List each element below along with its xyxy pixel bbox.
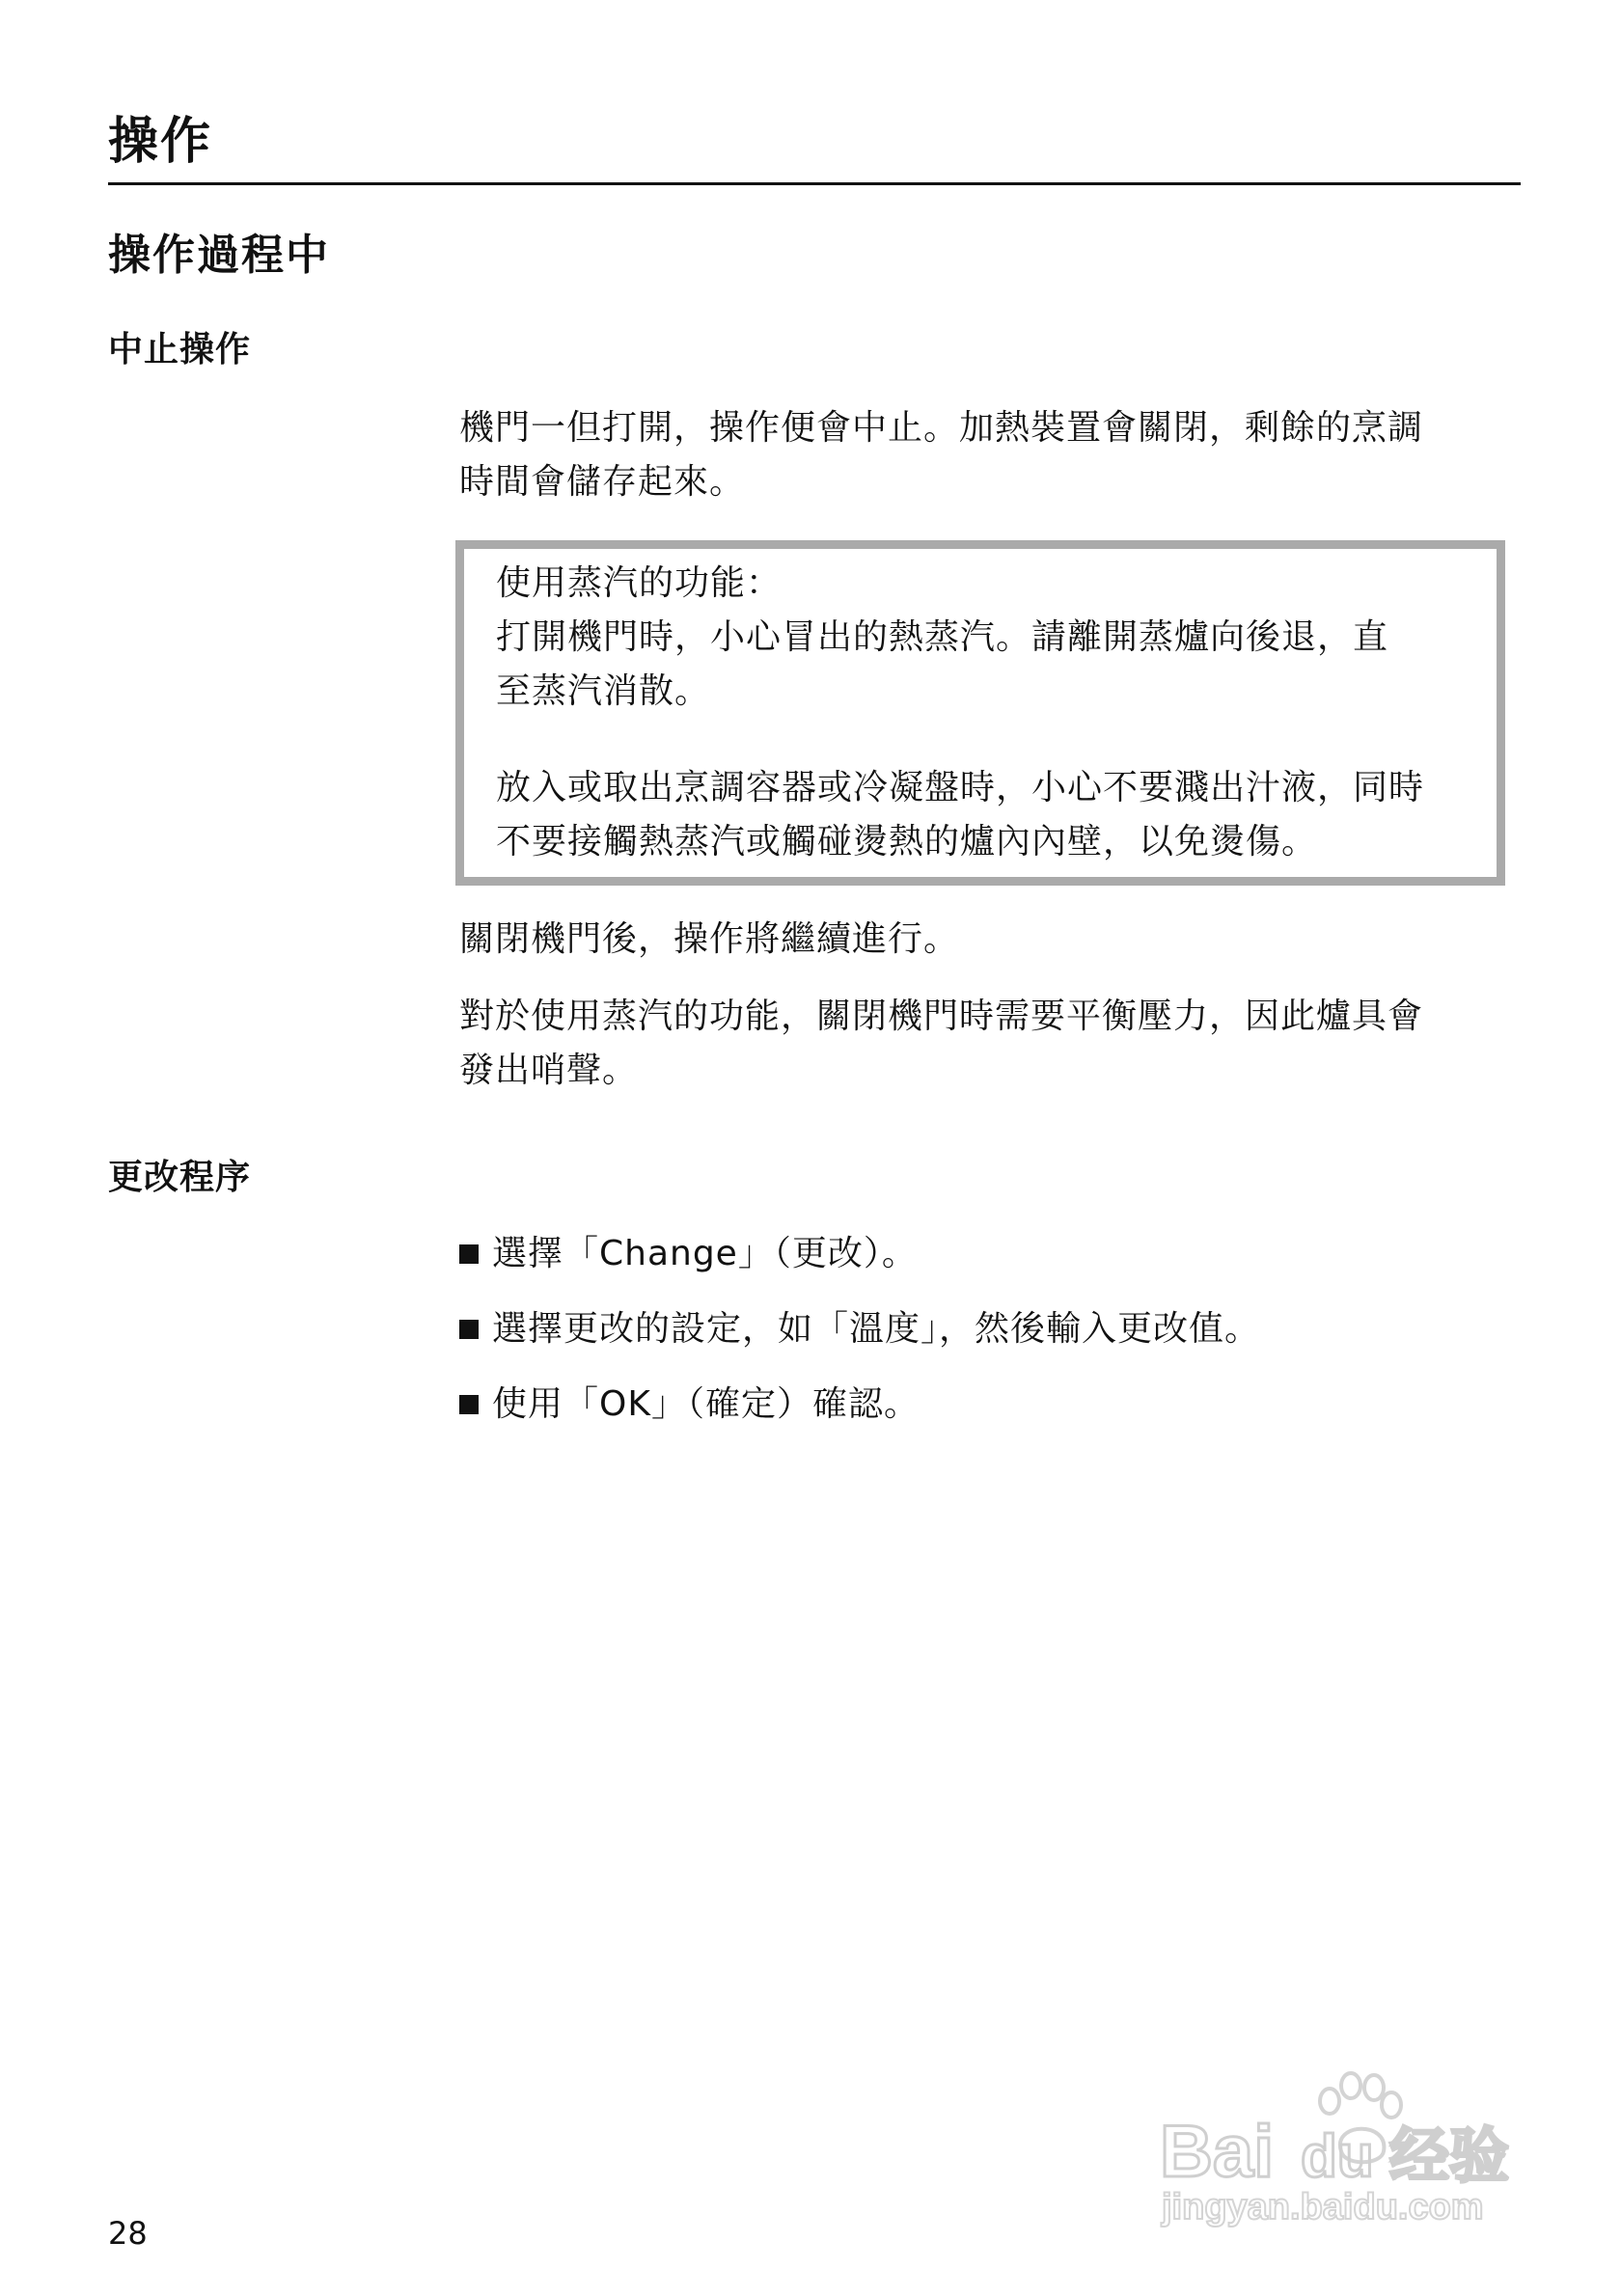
step-text: 選擇「Change」（更改）。 [492, 1234, 918, 1273]
warning-line: 至蒸汽消散。 [496, 671, 711, 711]
interrupt-paragraph [459, 401, 1525, 509]
warning-line: 不要接觸熱蒸汽或觸碰燙熱的爐內內壁，以免燙傷。 [496, 822, 1318, 861]
warning-line: 放入或取出烹調容器或冷凝盤時，小心不要濺出汁液，同時 [496, 768, 1425, 807]
pressure-paragraph [459, 990, 1525, 1098]
warning-line: 打開機門時，小心冒出的熱蒸汽。請離開蒸爐向後退，直 [496, 617, 1389, 657]
warning-line: 使用蒸汽的功能： [496, 563, 783, 603]
list-item [459, 1378, 920, 1432]
watermark-brand-du: du [1301, 2123, 1374, 2190]
page-title: 操作 [108, 113, 213, 171]
paragraph-line: 發出哨聲。 [459, 1051, 639, 1090]
watermark-brand-latin: Bai [1160, 2111, 1275, 2193]
watermark-brand-cn: 经验 [1389, 2120, 1510, 2191]
section-title: 操作過程中 [108, 231, 330, 280]
warning-box [455, 540, 1505, 886]
title-divider [108, 182, 1521, 185]
bullet-square-icon [459, 1244, 479, 1264]
watermark-url: jingyan.baidu.com [1162, 2187, 1484, 2228]
resume-paragraph: 關閉機門後，操作將繼續進行。 [459, 919, 960, 959]
list-item [459, 1302, 1260, 1356]
page-number: 28 [108, 2215, 148, 2252]
baidu-watermark-logo [1148, 2045, 1534, 2228]
step-text: 選擇更改的設定，如「溫度」，然後輸入更改值。 [492, 1309, 1261, 1349]
paragraph-line: 對於使用蒸汽的功能，關閉機門時需要平衡壓力，因此爐具會 [459, 997, 1424, 1036]
interrupt-heading: 中止操作 [108, 330, 252, 369]
step-text: 使用「OK」（確定）確認。 [492, 1384, 920, 1424]
change-heading: 更改程序 [108, 1158, 252, 1197]
bullet-square-icon [459, 1320, 479, 1339]
list-item [459, 1227, 918, 1281]
paragraph-line: 機門一但打開，操作便會中止。加熱裝置會關閉，剩餘的烹調 [459, 408, 1424, 448]
paragraph-line: 時間會儲存起來。 [459, 462, 746, 502]
bullet-square-icon [459, 1395, 479, 1414]
